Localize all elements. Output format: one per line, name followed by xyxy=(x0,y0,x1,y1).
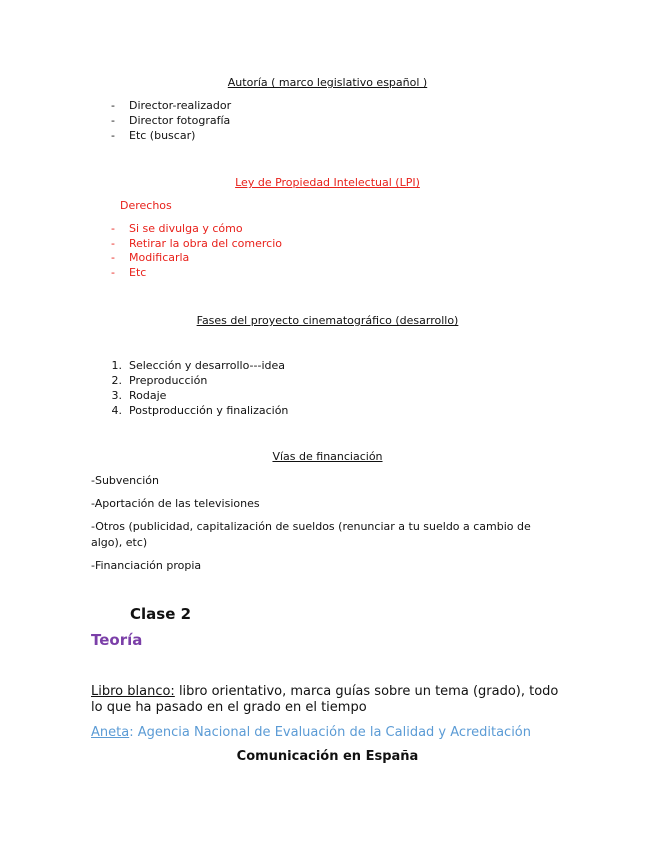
fases-heading: Fases del proyecto cinematográfico (desarrollo) xyxy=(196,314,459,327)
libro-blanco-label: Libro blanco: xyxy=(91,684,175,699)
comunicacion-heading: Comunicación en España xyxy=(236,749,419,764)
financiacion-line: -Aportación de las televisiones xyxy=(91,497,260,510)
lpi-heading: Ley de Propiedad Intelectual (LPI) xyxy=(235,176,420,189)
financiacion-heading: Vías de financiación xyxy=(272,450,383,463)
libro-blanco-line-2: lo que ha pasado en el grado en el tiempo xyxy=(91,700,367,715)
financiacion-line: -Financiación propia xyxy=(91,559,202,572)
financiacion-line: algo), etc) xyxy=(91,536,148,549)
financiacion-line: -Subvención xyxy=(91,474,159,487)
teoria-heading: Teoría xyxy=(91,631,143,649)
aneta-line: Aneta: Agencia Nacional de Evaluación de la Calidad y Acreditación xyxy=(91,725,532,740)
document-page: Autoría ( marco legislativo español ) - Director-realizador - Director fotografía - Etc (buscar) Ley de Propiedad Intelectual (LPI) Derechos - Si se divulga y cómo - Retirar la obra del comercio - Modificarla - Etc Fases del proyecto cinematográfico (desarrollo) 1. Selección y desarrollo---idea 2. Preproducción 3. Rodaje 4. Postproducción y finalización Vías de financiación -Subvención -Aportación de las televisiones -Otros (publicidad, capitalización de sueldos (renunciar a tu sueldo a cambio de algo), etc) -Financiación propia Clase 2 Teoría Libro blanco: libro orientativo, marca guías sobre un tema (grado), todo lo que ha pasado en el grado en el tiempo Aneta: Agencia Nacional de Evaluación de la Calidad y Acreditación Comunicación en España xyxy=(0,0,655,848)
clase-title: Clase 2 xyxy=(130,605,192,623)
lpi-subheading: Derechos xyxy=(120,199,172,212)
libro-blanco-line: Libro blanco: libro orientativo, marca guías sobre un tema (grado), todo xyxy=(91,684,559,699)
aneta-label: Aneta xyxy=(91,725,130,740)
financiacion-line: -Otros (publicidad, capitalización de sueldos (renunciar a tu sueldo a cambio de xyxy=(91,520,531,533)
autoria-heading: Autoría ( marco legislativo español ) xyxy=(227,76,428,89)
